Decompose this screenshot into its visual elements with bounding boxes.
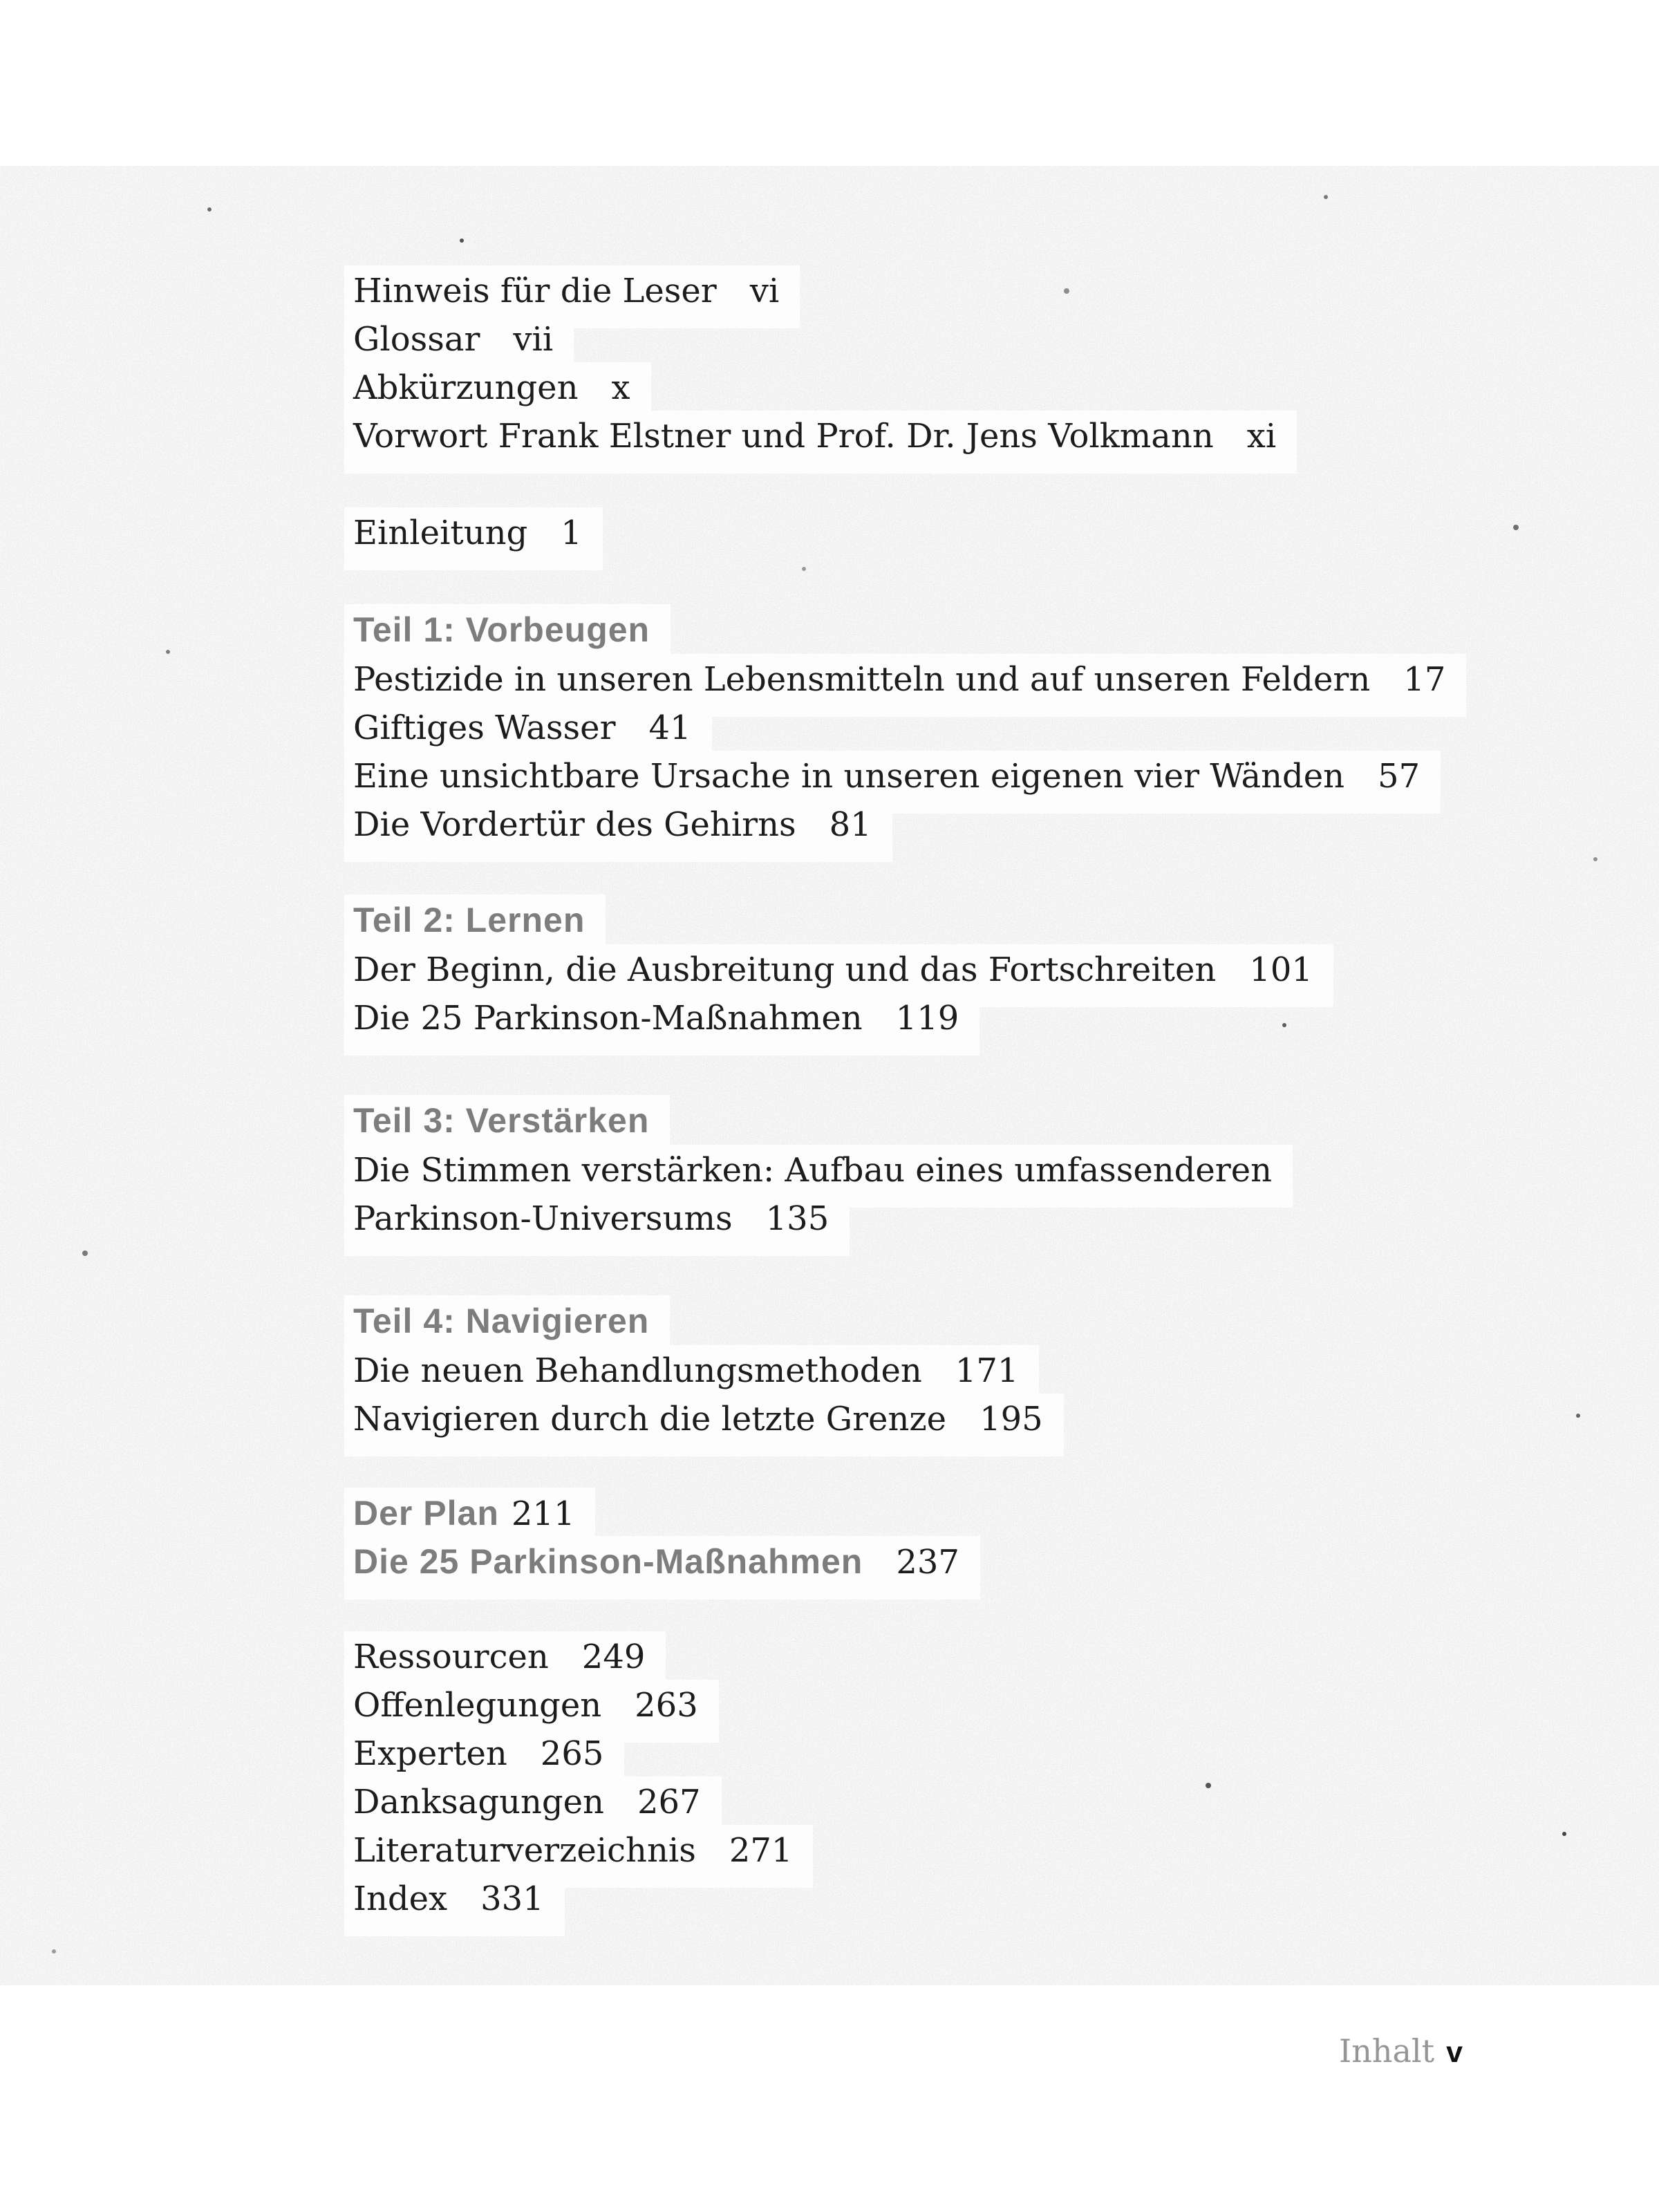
toc-entry-title: Die Stimmen verstärken: Aufbau eines umfassenderen: [353, 1151, 1273, 1190]
toc-entry-page: 135: [765, 1199, 830, 1238]
toc-entry-title: Parkinson-Universums: [353, 1199, 733, 1238]
highlight-box: [344, 993, 980, 1056]
toc-entry-page: 195: [980, 1400, 1043, 1438]
toc-entry-title: Navigieren durch die letzte Grenze: [353, 1400, 947, 1438]
plan-heading-label: Die 25 Parkinson-Maßnahmen: [353, 1542, 863, 1581]
toc-entry-title: Literaturverzeichnis: [353, 1831, 696, 1870]
toc-entry: [344, 1193, 850, 1256]
toc-entry-title: Abkürzungen: [353, 368, 579, 407]
part-heading-label: Teil 3: Verstärken: [353, 1101, 650, 1140]
toc-entry: [344, 993, 980, 1056]
toc-entry-title: Vorwort Frank Elstner und Prof. Dr. Jens Volkmann: [353, 417, 1214, 456]
toc-entry: [344, 799, 892, 862]
toc-entry-title: Offenlegungen: [353, 1686, 602, 1725]
toc-entry-page: 171: [955, 1351, 1019, 1390]
toc-plan-heading: [344, 1536, 980, 1600]
toc-entry-title: Die neuen Behandlungsmethoden: [353, 1351, 922, 1390]
toc-entry-page: xi: [1246, 417, 1277, 456]
part-heading-label: Teil 1: Vorbeugen: [353, 610, 650, 649]
toc-entry-title: Index: [353, 1880, 448, 1918]
highlight-box: [344, 507, 603, 570]
toc-entry-page: x: [611, 368, 630, 407]
toc-entry-page: 249: [581, 1638, 646, 1676]
toc-entry-page: 17: [1403, 660, 1446, 699]
part-heading-label: Teil 2: Lernen: [353, 901, 585, 939]
toc-entry-page: 267: [637, 1783, 701, 1821]
toc-entry-title: Die 25 Parkinson-Maßnahmen: [353, 999, 863, 1038]
toc-entry-page: 265: [540, 1734, 604, 1773]
toc-entry-title: Ressourcen: [353, 1638, 549, 1676]
part-heading-label: Teil 4: Navigieren: [353, 1302, 650, 1340]
toc-entry-title: Experten: [353, 1734, 507, 1773]
toc-entry-title: Einleitung: [353, 514, 528, 552]
toc-entry-page: 237: [896, 1543, 959, 1582]
toc-entry-page: vi: [749, 272, 780, 310]
highlight-box: [344, 411, 1297, 474]
scan-speckles: [207, 207, 212, 212]
toc-entry: [344, 1873, 565, 1936]
toc-entry: [344, 507, 603, 570]
toc-entry-title: Eine unsichtbare Ursache in unseren eigenen vier Wänden: [353, 757, 1345, 796]
plan-heading-label: Der Plan: [353, 1494, 499, 1533]
toc-entry-page: 263: [635, 1686, 698, 1725]
toc-entry-page: 331: [480, 1880, 544, 1918]
highlight-box: [344, 799, 892, 862]
toc-entry-title: Giftiges Wasser: [353, 709, 616, 747]
page-footer: [1339, 2032, 1463, 2070]
toc-entry-title: Die Vordertür des Gehirns: [353, 805, 796, 844]
toc-entry-page: 101: [1249, 950, 1313, 989]
toc-entry-title: Glossar: [353, 320, 480, 359]
toc-entry-page: 57: [1378, 757, 1421, 796]
footer-page-number: v: [1446, 2036, 1463, 2069]
toc-entry-page: 81: [829, 805, 872, 844]
toc-entry-page: 41: [648, 709, 691, 747]
toc-entry-page: 211: [511, 1494, 575, 1533]
highlight-box: [344, 1193, 850, 1256]
toc-entry: [344, 411, 1297, 474]
highlight-box: [344, 1873, 565, 1936]
toc-entry-title: Hinweis für die Leser: [353, 272, 717, 310]
toc-entry: [344, 1394, 1064, 1456]
toc-entry-page: 271: [729, 1831, 793, 1870]
toc-entry-title: Der Beginn, die Ausbreitung und das Fortschreiten: [353, 950, 1217, 989]
footer-section-label: Inhalt: [1339, 2032, 1435, 2070]
toc-entry-title: Pestizide in unseren Lebensmitteln und auf unseren Feldern: [353, 660, 1371, 699]
toc-entry-title: Danksagungen: [353, 1783, 604, 1821]
toc-entry-page: vii: [513, 320, 554, 359]
highlight-box: [344, 1394, 1064, 1456]
toc-entry-page: 119: [895, 999, 959, 1038]
toc-entry-page: 1: [561, 514, 582, 552]
highlight-box: [344, 1536, 980, 1600]
